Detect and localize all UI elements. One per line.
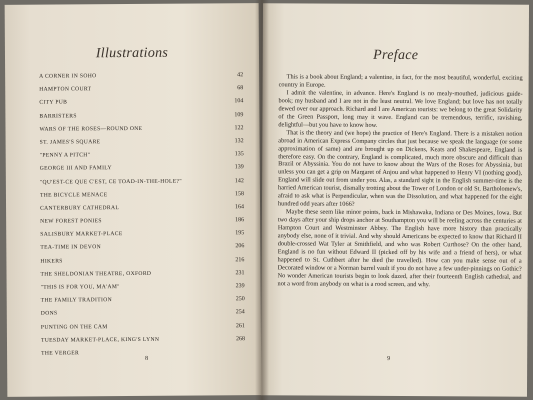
entry-page: 216 (235, 256, 245, 263)
preface-paragraph: I admit the valentine, in advance. Here's England is no mealy-mouthed, judicious guide-book; my husband and I are not in the least neutral. We love England; but love has not totally dewed over our approach. Richard and I are American tourists: we belong to the great Solidarity of the Green Passport, long may it wave. England can be tremendous, terrific, ravishing, delightful—but you have to know how. (278, 89, 523, 129)
entry-page: 206 (235, 243, 245, 250)
entry-page: 42 (237, 72, 244, 79)
left-page-number: 8 (145, 355, 149, 362)
preface-title: Preface (373, 47, 419, 64)
list-item (41, 346, 245, 361)
entry-title: CITY PUB (39, 99, 68, 107)
entry-title: THE FAMILY TRADITION (40, 297, 113, 304)
entry-title: THE VERGER (41, 350, 80, 357)
entry-title: TEA-TIME IN DEVON (40, 244, 101, 252)
entry-title: THE SHELDONIAN THEATRE, OXFORD (40, 270, 152, 278)
entry-title: DONS (40, 310, 58, 318)
illustrations-list (39, 69, 245, 361)
preface-body (278, 73, 523, 289)
entry-title: WARS OF THE ROSES—ROUND ONE (39, 125, 143, 133)
entry-page: 68 (237, 85, 244, 92)
preface-paragraph: This is a book about England; a valentine, in fact, for the most beautiful, wonderful, exciting country in Europe. (278, 73, 523, 89)
preface-paragraph: Maybe these seem like minor points, back in Mishawaka, Indiana or Des Moines, Iowa. But two days after your ship drops anchor at Southampton you will be reeling across the centuries at Hampton Court and Westminster Abbey. The English have more history than practically anybody else, none of it trivial. And why should Americans be expected to know that Richard II double-crossed Wat Tyler at Smithfield, and who was Robert Curthose? On the other hand, England is no fun without Edward II (picked off by his wife and a friend of hers), or what happened to St. Cuthbert after he died (he travelled). How can you make sense out of a Decorated window or a Norman barrel vault if you do not have a few under-pinnings on Gothic? No wonder American tourists begin to look dazed, after their fourteenth English cathedral, and not a word from anybody on what is a rood screen, and why. (277, 208, 522, 288)
entry-page: 158 (234, 190, 244, 197)
entry-title: ST. JAMES'S SQUARE (39, 139, 101, 146)
entry-title: "THIS IS FOR YOU, MA'AM" (40, 284, 120, 291)
right-page (261, 3, 529, 396)
entry-title: CANTERBURY CATHEDRAL (40, 204, 120, 212)
book-gutter (255, 0, 269, 400)
entry-page: 254 (235, 309, 245, 316)
entry-page: 135 (234, 151, 244, 158)
entry-title: PUNTING ON THE CAM (40, 323, 108, 331)
entry-title: SALISBURY MARKET-PLACE (40, 231, 123, 238)
preface-paragraph: That is the theory and (we hope) the practice of Here's England. There is a mistaken notion abroad in American Express Company circles that just because we speak the language (or some approximation of same) and are brought up on Dickens, Keats and Shakespeare, England is therefore easy. On the contrary, England is complicated, much more obscure and difficult than Brazil or Abyssinia. You do not have to know about the Wars of the Roses for Abyssinia, but unless you can get a grip on Margaret of Anjou and what happened to Henry VI (nothing good), England will slide out from under you. Alas, a standard sight in the English summer-time is the harried American tourist, dismally trotting about the Tower of London or old St. Bartholomew's, afraid to ask what is Perpendicular, when was the Dissolution, and what happened for the eight hundred odd years after 1066? (277, 129, 523, 209)
entry-page: 231 (235, 270, 245, 277)
entry-title: BARRISTERS (39, 112, 77, 120)
entry-title: HIKERS (40, 258, 63, 265)
entry-page: 104 (234, 98, 244, 105)
entry-page: 109 (234, 111, 244, 118)
entry-page: 132 (234, 138, 244, 145)
entry-title: "PENNY A PITCH" (39, 152, 91, 159)
entry-title: HAMPTON COURT (39, 86, 92, 93)
entry-title: THE BICYCLE MENACE (39, 191, 108, 199)
entry-page: 186 (235, 217, 245, 224)
entry-page: 195 (235, 230, 245, 237)
entry-page: 122 (234, 124, 244, 132)
entry-page: 164 (235, 204, 245, 211)
entry-title: TUESDAY MARKET-PLACE, KING'S LYNN (40, 336, 160, 344)
illustrations-title: Illustrations (95, 45, 169, 62)
entry-title: A CORNER IN SOHO (39, 73, 97, 80)
entry-page: 239 (235, 283, 245, 290)
entry-page: 142 (234, 177, 244, 184)
left-page (5, 3, 262, 397)
entry-page: 268 (235, 335, 245, 343)
entry-title: NEW FOREST PONIES (40, 218, 102, 225)
entry-title: GEORGE III AND FAMILY (39, 165, 112, 172)
entry-page: 139 (234, 164, 244, 171)
entry-page: 250 (235, 296, 245, 303)
entry-page: 261 (235, 322, 245, 329)
entry-title: "QU'EST-CE QUE C'EST, CE TOAD-IN-THE-HOLE?" (39, 178, 183, 186)
right-page-number: 9 (387, 355, 391, 362)
